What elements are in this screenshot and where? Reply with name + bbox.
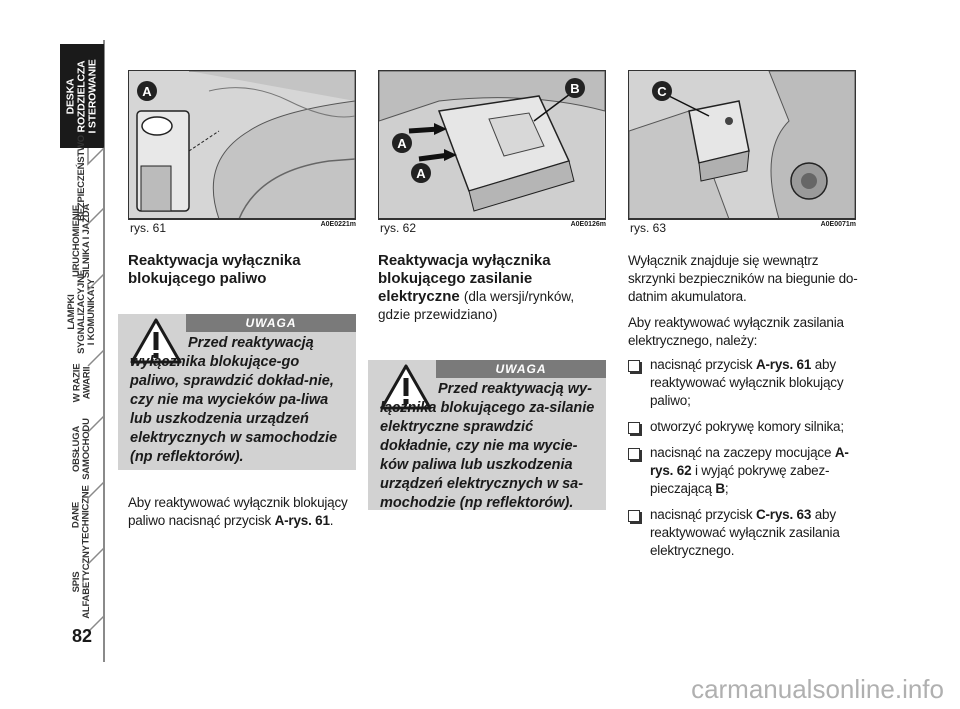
checkbox-bullet-icon [628, 360, 640, 372]
tab-line: ALFABETYCZNY [81, 545, 93, 619]
callout-A: A [397, 136, 407, 151]
figure-reference: C-rys. 63 [755, 507, 812, 522]
tab-separators [0, 0, 112, 709]
callout-A: A [416, 166, 426, 181]
tab-line: TECHNICZNE [81, 485, 93, 545]
figure-63 [628, 70, 856, 220]
tab-line: I STEROWANIE [86, 58, 99, 134]
page-number: 82 [71, 626, 93, 646]
text-run: . [329, 513, 334, 528]
section-sidebar [0, 0, 112, 709]
text-run: aby reaktywować wyłącznik zasilania elektrycznego. [650, 507, 840, 558]
fuel-cutoff-switch-illustration [129, 71, 355, 219]
warning-label: UWAGA [186, 314, 356, 332]
paragraph-intro: Aby reaktywować wyłącznik zasilania elektrycznego, należy: [628, 315, 844, 348]
checkbox-bullet-icon [628, 510, 640, 522]
heading-subtext: (dla wersji/rynków, gdzie przewidziano) [378, 289, 575, 322]
tab-line: I KOMUNIKATY [86, 278, 97, 346]
text-run: i wyjąć pokrywę zabez-pieczającą [650, 463, 830, 496]
callout-C: C [657, 84, 667, 99]
list-item [628, 356, 860, 410]
figure-63-rule [628, 218, 856, 220]
callout-B: B [570, 81, 580, 96]
list-item [628, 506, 860, 560]
heading-power-cutoff [378, 252, 604, 324]
tab-line: URUCHOMIENIE [71, 204, 83, 278]
tab-line: SILNIKA I JAZDA [81, 203, 93, 279]
tab-line: ROZDZIELCZA [75, 60, 88, 132]
warning-box-fuel [118, 314, 356, 470]
steps-list [628, 356, 860, 568]
fuse-box-cover-illustration [379, 71, 605, 219]
figure-reference: A-rys. 62 [650, 445, 849, 478]
figure-label: rys. 63 [630, 221, 667, 235]
figure-label: rys. 61 [130, 221, 167, 235]
figure-reference: A-rys. 61 [755, 357, 812, 372]
text-run: nacisnąć przycisk [650, 507, 756, 522]
power-cutoff-switch-illustration [629, 71, 855, 219]
watermark: carmanualsonline.info [691, 674, 944, 704]
warning-box-power [368, 360, 606, 510]
text-run: nacisnąć przycisk [650, 357, 756, 372]
tab-line: OBSŁUGA [71, 425, 83, 473]
tab-line: W RAZIE [71, 363, 82, 403]
checkbox-bullet-icon [628, 422, 640, 434]
paragraph-location: Wyłącznik znajduje się wewnątrz skrzynki bezpieczników na biegunie do-datnim akumulatora. [628, 253, 858, 304]
figure-code: A0E0126m [570, 221, 606, 228]
tab-line: LAMPKI [66, 294, 77, 330]
figure-62 [378, 70, 606, 220]
tab-line: AWARII [81, 366, 92, 400]
figure-code: A0E0071m [820, 221, 856, 228]
tab-line: DESKA [64, 78, 77, 114]
heading-text: Reaktywacja wyłącznika blokującego zasilanie elektryczne [378, 252, 551, 305]
heading-fuel-cutoff: Reaktywacja wyłącznika blokującego paliwo [128, 252, 301, 287]
list-item [628, 418, 860, 436]
tab-line: SAMOCHODU [81, 418, 93, 480]
list-item [628, 444, 860, 498]
figure-61 [128, 70, 356, 220]
tab-line: SPIS [71, 571, 83, 593]
figure-reference: A-rys. 61 [274, 513, 330, 528]
text-run: ; [724, 481, 729, 496]
callout-A: A [142, 84, 152, 99]
text-run: aby reaktywować wyłącznik blokujący paliwo; [650, 357, 844, 408]
figure-code: A0E0221m [320, 221, 356, 228]
warning-text: Przed reaktywacją wyłącznika blokujące-go paliwo, sprawdzić dokład-nie, czy nie ma wycieków pa-liwa lub uszkodzenia urządzeń elektrycznych w samochodzie (np reflektorów). [130, 335, 338, 465]
figure-62-rule [378, 218, 606, 220]
tab-line: SYGNALIZACYJNE [76, 270, 87, 354]
text-run: Aby reaktywować wyłącznik blokujący paliwo nacisnąć przycisk [128, 495, 348, 528]
text-run: otworzyć pokrywę komory silnika; [650, 419, 844, 434]
text-run: nacisnąć na zaczepy mocujące [650, 445, 835, 460]
paragraph-fuel-reactivate [128, 494, 358, 530]
warning-text: Przed reaktywacją wy-łącznika blokującego za-silanie elektryczne sprawdzić dokładnie, czy nie ma wycie-ków paliwa lub uszkodzenia urządzeń elektrycznych w sa-mochodzie (np reflektorów). [380, 381, 595, 511]
warning-label: UWAGA [436, 360, 606, 378]
figure-label: rys. 62 [380, 221, 417, 235]
figure-reference: B [715, 481, 725, 496]
tab-line: DANE [71, 501, 83, 529]
tab-line: BEZPIECZEŃSTWO [76, 135, 87, 221]
checkbox-bullet-icon [628, 448, 640, 460]
figure-61-rule [128, 218, 356, 220]
